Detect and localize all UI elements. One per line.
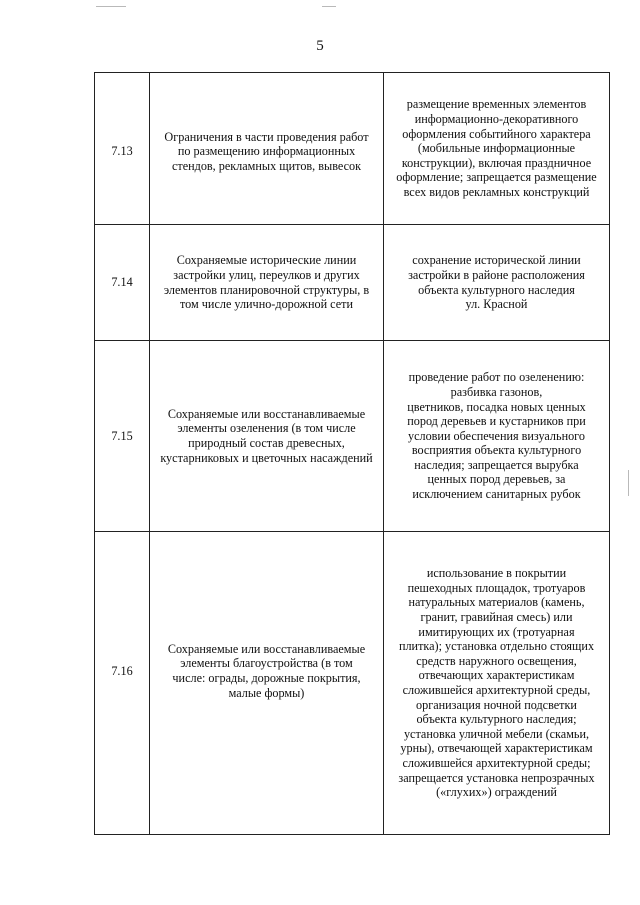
text-line: застройки в районе расположения: [408, 267, 585, 282]
text-line: кустарниковых и цветочных насаждений: [160, 450, 373, 465]
requirement-text: [384, 341, 610, 532]
text-line: всех видов рекламных конструкций: [403, 184, 590, 199]
text-line: объекта культурного наследия;: [416, 712, 577, 727]
text-line: отвечающих характеристикам: [418, 668, 575, 683]
text-line: имитирующих их (тротуарная: [418, 624, 575, 639]
text-line: разбивка газонов,: [450, 384, 543, 399]
page-number: 5: [316, 38, 324, 54]
element-name: [150, 225, 384, 341]
scan-mark-right-edge: [628, 470, 629, 496]
row-number: 7.13: [95, 73, 150, 225]
row-number: 7.16: [95, 532, 150, 835]
text-line: гранит, гравийная смесь) или: [420, 610, 573, 625]
text-line: условии обеспечения визуального: [408, 428, 585, 443]
text-line: размещение временных элементов: [406, 97, 587, 112]
table-row: [95, 341, 610, 532]
text-line: плитка); установка отдельно стоящих: [398, 639, 595, 654]
text-line: пород деревьев и кустарников при: [407, 414, 586, 429]
text-line: («глухих») ограждений: [436, 785, 557, 800]
text-line: по размещению информационных: [177, 144, 356, 159]
text-line: объекта культурного наследия: [418, 282, 575, 297]
text-line: Сохраняемые исторические линии: [176, 253, 357, 268]
text-line: наследия; запрещается вырубка: [414, 457, 579, 472]
text-line: числе: ограды, дорожные покрытия,: [172, 671, 361, 685]
text-line: элементы благоустройства (в том: [180, 656, 353, 671]
table-body: [95, 73, 610, 835]
table-row: [95, 225, 610, 341]
scan-mark-top-right: [322, 6, 336, 7]
row-number: 7.14: [95, 225, 150, 341]
table-row: [95, 73, 610, 225]
element-name: [150, 341, 384, 532]
element-name: [150, 73, 384, 225]
text-line: элементов планировочной структуры, в: [163, 282, 370, 297]
text-line: сложившейся архитектурной среды,: [402, 683, 591, 697]
text-line: конструкции), включая праздничное: [401, 155, 592, 170]
text-line: Сохраняемые или восстанавливаемые: [167, 406, 366, 421]
text-line: средств наружного освещения,: [416, 653, 577, 668]
text-line: проведение работ по озеленению:: [408, 370, 585, 385]
requirement-text: [384, 532, 610, 835]
text-line: том числе улично-дорожной сети: [180, 297, 353, 312]
text-line: восприятия объекта культурного: [411, 443, 582, 458]
text-line: природный состав древесных,: [188, 436, 345, 450]
text-line: натуральных материалов (камень,: [408, 595, 585, 610]
regulations-table: [94, 72, 610, 835]
requirement-text: [384, 225, 610, 341]
row-number: 7.15: [95, 341, 150, 532]
text-line: Ограничения в части проведения работ: [164, 129, 369, 144]
text-line: сохранение исторической линии: [412, 253, 581, 268]
text-line: малые формы): [228, 685, 305, 700]
element-name: [150, 532, 384, 835]
requirement-text: [384, 73, 610, 225]
text-line: ценных пород деревьев, за: [427, 472, 566, 487]
text-line: стендов, рекламных щитов, вывесок: [171, 158, 362, 173]
text-line: исключением санитарных рубок: [412, 487, 581, 502]
text-line: элементы озеленения (в том числе: [177, 421, 356, 436]
text-line: ул. Красной: [465, 297, 528, 312]
text-line: (мобильные информационные: [417, 141, 576, 156]
text-line: организация ночной подсветки: [416, 697, 577, 712]
text-line: Сохраняемые или восстанавливаемые: [167, 641, 366, 656]
text-line: урны), отвечающей характеристикам: [400, 741, 593, 756]
text-line: цветников, посадка новых ценных: [407, 399, 586, 414]
text-line: оформления событийного характера: [402, 126, 591, 141]
table-row: [95, 532, 610, 835]
text-line: застройки улиц, переулков и других: [173, 267, 360, 282]
text-line: использование в покрытии: [426, 566, 567, 581]
text-line: пешеходных площадок, тротуаров: [407, 580, 586, 595]
text-line: установка уличной мебели (скамьи,: [403, 726, 590, 741]
text-line: сложившейся архитектурной среды;: [402, 755, 591, 770]
text-line: запрещается установка непрозрачных: [398, 770, 595, 785]
text-line: оформление; запрещается размещение: [396, 170, 597, 185]
scan-mark-top-left: [96, 6, 126, 7]
text-line: информационно-декоративного: [414, 112, 579, 127]
